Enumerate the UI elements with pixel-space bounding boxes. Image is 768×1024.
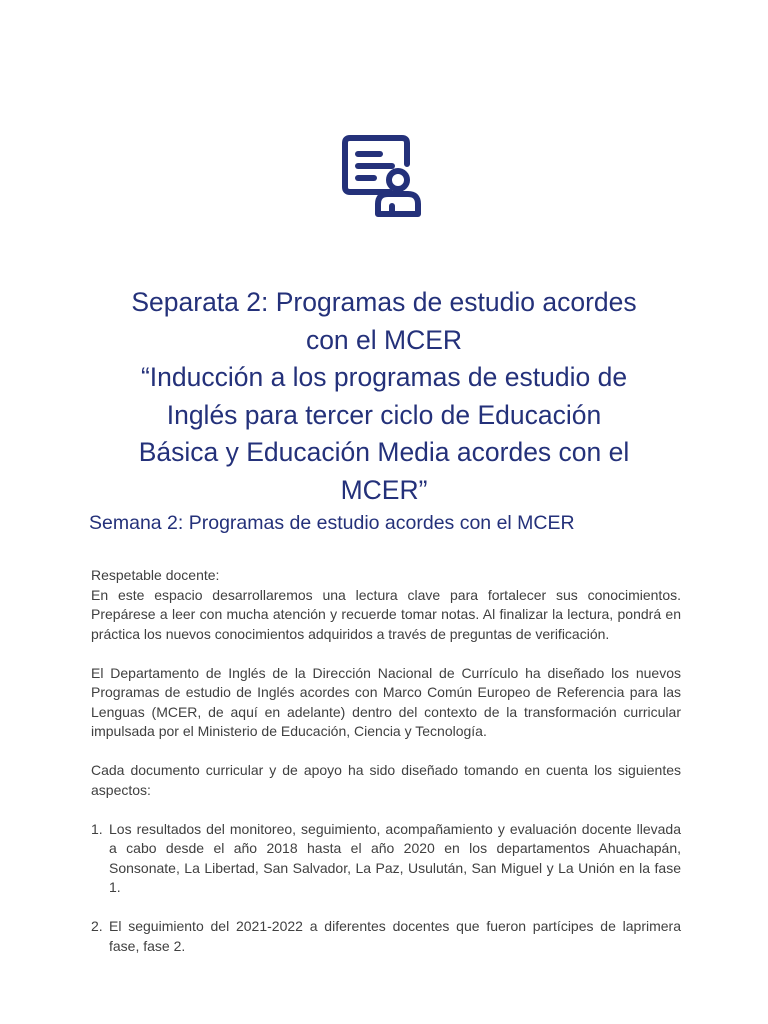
title-line: con el MCER [305, 324, 463, 355]
title-line: Separata 2: Programas de estudio acordes [131, 287, 637, 317]
paragraph-department: El Departamento de Inglés de la Dirección Nacional de Currículo ha diseñado los nuevos Programas de estudio de Inglés acordes con Marco Común Europeo de Referencia para las Lenguas (MCER, de aquí en adelante) dentro del contexto de la transformación curricular impulsada por el Ministerio de Educación, Ciencia y Tecnología. [91, 664, 681, 739]
week-subtitle: Semana 2: Programas de estudio acordes con el MCER [89, 512, 575, 534]
list-item [91, 917, 681, 956]
list-number: 1. [91, 820, 103, 837]
body-content [91, 566, 681, 976]
document-title [84, 284, 684, 509]
greeting: Respetable docente: [91, 567, 220, 583]
paragraph-intro: En este espacio desarrollaremos una lectura clave para fortalecer sus conocimientos. Prepárese a leer con mucha atención y recuerde tomar notas. Al finalizar la lectura, pondrá en práctica los nuevos conocimientos adquiridos a través de preguntas de verificación. [91, 586, 681, 642]
title-line: “Inducción a los programas de estudio de [140, 362, 628, 392]
list-text: Los resultados del monitoreo, seguimiento, acompañamiento y evaluación docente llevada a cabo desde el año 2018 hasta el año 2020 en los departamentos Ahuachapán, Sonsonate, La Libertad, San Salvador, La Paz, Usulután, San Miguel y La Unión en la fase 1. [109, 820, 681, 895]
list-item [91, 820, 681, 898]
paragraph-aspects: Cada documento curricular y de apoyo ha sido diseñado tomando en cuenta los siguientes aspectos: [91, 762, 681, 798]
title-line: Básica y Educación Media acordes con el [138, 437, 630, 467]
title-line: Inglés para tercer ciclo de Educación [166, 399, 602, 430]
list-text: El seguimiento del 2021-2022 a diferentes docentes que fueron partícipes de laprimera fase, fase 2. [109, 918, 681, 954]
list-number: 2. [91, 918, 103, 934]
title-line: MCER” [340, 474, 428, 505]
document-with-person-icon [340, 134, 426, 220]
